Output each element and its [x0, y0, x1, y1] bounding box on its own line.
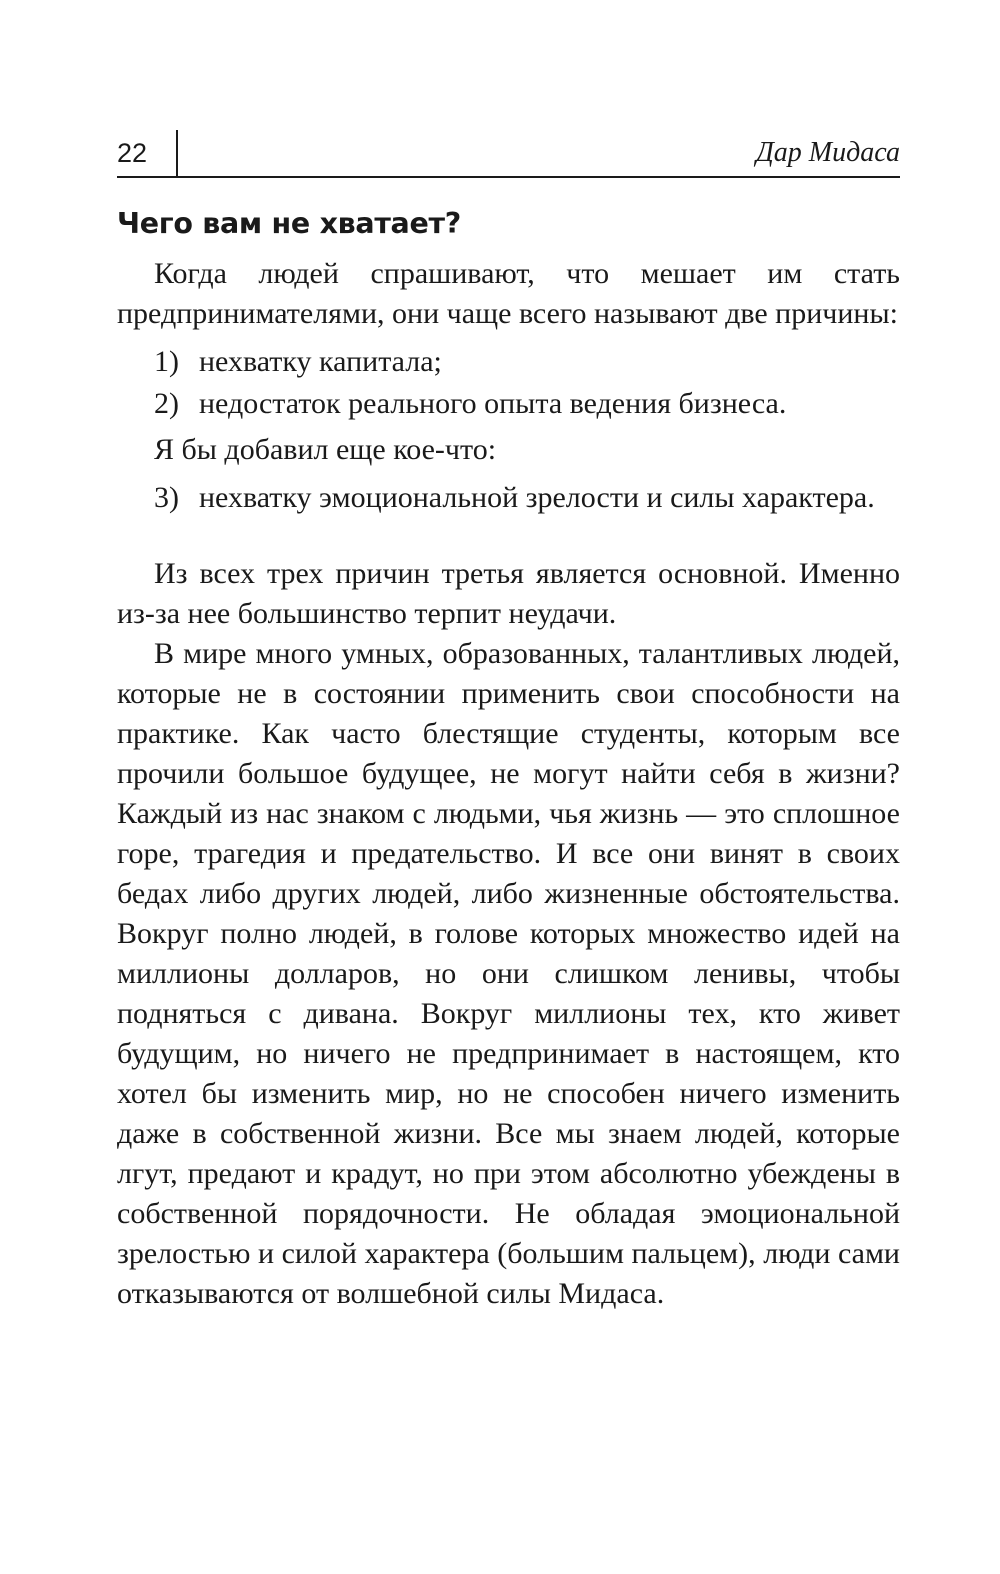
reasons-list-extra — [117, 478, 900, 518]
header-divider — [176, 130, 178, 176]
running-header — [117, 130, 900, 178]
list-item-text: нехватку капитала; — [199, 345, 442, 378]
page-number: 22 — [117, 138, 148, 168]
list-item-text: недостаток реального опыта ведения бизнеса. — [199, 387, 787, 420]
paragraph-main: В мире много умных, образованных, талантливых людей, которые не в состоянии применить свои способности на практике. Как часто блестящие студенты, которым все прочили большое будущее, не могут найти себя в жизни? Каждый из нас знаком с людьми, чья жизнь — это сплошное горе, трагедия и предательство. И все они винят в своих бедах либо других людей, либо жизненные обстоятельства. Вокруг полно людей, в голове которых множество идей на миллионы долларов, но они слишком ленивы, чтобы подняться с дивана. Вокруг миллионы тех, кто живет будущим, но ничего не предпринимает в настоящем, кто хотел бы изменить мир, но не способен ничего изменить даже в собственной жизни. Все мы знаем людей, которые лгут, предают и крадут, но при этом абсолютно убеждены в собственной порядочности. Не обладая эмоциональной зрелостью и силой характера (большим пальцем), люди сами отказываются от волшебной силы Мидаса. — [117, 637, 900, 1310]
section-heading: Чего вам не хватает? — [117, 207, 461, 240]
book-page — [117, 130, 900, 1314]
list-item — [117, 342, 900, 382]
list-item-number: 1) — [154, 345, 179, 378]
running-title: Дар Мидаса — [755, 137, 900, 168]
paragraph-conclusion: Из всех трех причин третья является основной. Именно из-за нее большинство терпит неудачи. — [117, 557, 900, 630]
list-item — [117, 478, 900, 518]
list-item-text: нехватку эмоциональной зрелости и силы характера. — [199, 481, 875, 514]
paragraph-intro: Когда людей спрашивают, что мешает им стать предпринимателями, они чаще всего называют две причины: — [117, 257, 900, 330]
list-item-number: 2) — [154, 387, 179, 420]
list-item — [117, 384, 900, 424]
list-item-number: 3) — [154, 481, 179, 514]
reasons-list — [117, 342, 900, 424]
paragraph-addition: Я бы добавил еще кое-что: — [154, 433, 497, 466]
